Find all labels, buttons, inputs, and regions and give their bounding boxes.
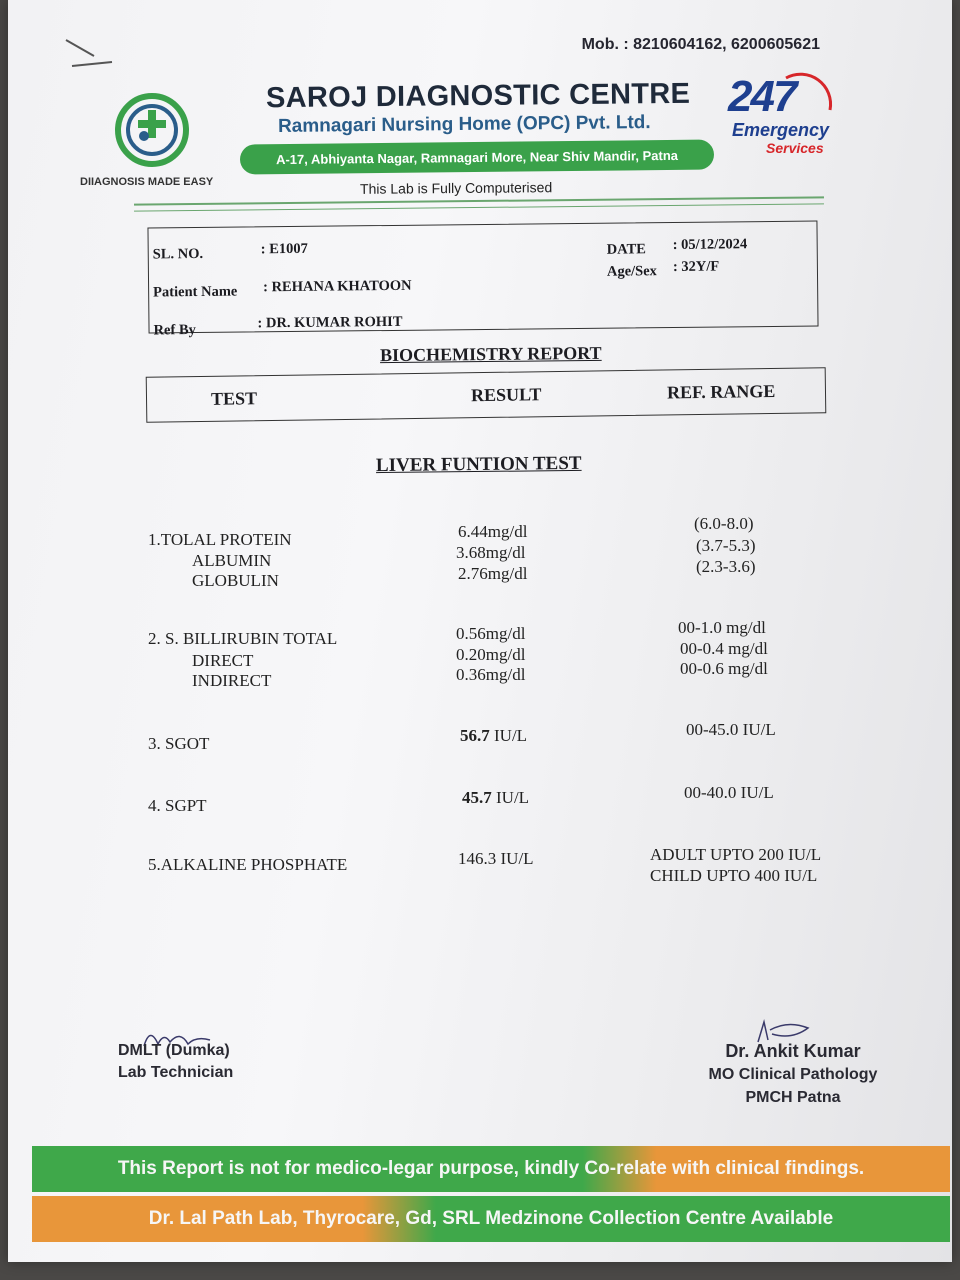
test-range: (3.7-5.3)	[696, 536, 756, 555]
test-result: 6.44mg/dl	[458, 522, 528, 541]
test-result: 146.3 IU/L	[458, 849, 534, 868]
technician-block	[118, 1040, 233, 1084]
test-result: 3.68mg/dl	[456, 543, 526, 562]
sl-value: : E1007	[260, 240, 308, 258]
disclaimer-text: This Report is not for medico-legar purpose, kindly Co-relate with clinical findings.	[117, 1158, 865, 1179]
sl-label: SL. NO.	[152, 245, 204, 263]
test-range: 00-45.0 IU/L	[686, 720, 776, 739]
test-name: 1.TOLAL PROTEIN	[148, 530, 292, 549]
col-result: RESULT	[470, 384, 542, 406]
test-range: (6.0-8.0)	[694, 514, 754, 533]
test-name: INDIRECT	[192, 671, 272, 690]
doctor-place: PMCH Patna	[745, 1089, 841, 1106]
test-result: 0.56mg/dl	[456, 624, 526, 643]
col-ref-range: REF. RANGE	[666, 380, 776, 403]
test-name: 4. SGPT	[148, 796, 207, 815]
collection-banner	[32, 1196, 950, 1242]
collection-text: Dr. Lal Path Lab, Thyrocare, Gd, SRL Medzinone Collection Centre Available	[148, 1208, 834, 1229]
centre-subtitle: Ramnagari Nursing Home (OPC) Pvt. Ltd.	[277, 112, 651, 137]
test-name: 5.ALKALINE PHOSPHATE	[148, 855, 348, 874]
test-name: 3. SGOT	[148, 734, 210, 753]
test-name: ALBUMIN	[192, 551, 272, 570]
date-label: DATE	[606, 241, 647, 258]
emergency-number: 247	[728, 72, 796, 121]
test-range: 00-0.4 mg/dl	[680, 639, 768, 658]
emergency-label: Emergency	[732, 120, 830, 140]
test-range: ADULT UPTO 200 IU/L	[650, 845, 822, 864]
col-test: TEST	[210, 388, 258, 409]
computerised-note: This Lab is Fully Computerised	[359, 179, 553, 197]
result-unit: IU/L	[489, 726, 528, 745]
services-label: Services	[766, 140, 824, 156]
test-result: 0.36mg/dl	[456, 665, 526, 684]
doctor-title: MO Clinical Pathology	[708, 1066, 878, 1083]
test-result	[460, 726, 527, 746]
logo-tagline: DIIAGNOSIS MADE EASY	[80, 176, 214, 188]
test-range-child: CHILD UPTO 400 IU/L	[650, 866, 818, 885]
technician-title: Lab Technician	[118, 1064, 234, 1081]
mobile-numbers: Mob. : 8210604162, 6200605621	[581, 36, 820, 53]
disclaimer-banner	[32, 1146, 950, 1192]
doctor-name: Dr. Ankit Kumar	[725, 1041, 861, 1061]
test-range: 00-1.0 mg/dl	[678, 618, 766, 637]
test-name: DIRECT	[192, 651, 254, 670]
doctor-block	[698, 1040, 888, 1109]
test-result: 2.76mg/dl	[458, 564, 528, 583]
test-name: 2. S. BILLIRUBIN TOTAL	[148, 629, 338, 648]
patient-name-label: Patient Name	[153, 283, 238, 301]
age-sex-value: : 32Y/F	[672, 258, 720, 276]
ref-by-label: Ref By	[153, 322, 196, 339]
test-name: GLOBULIN	[192, 571, 279, 590]
date-value: : 05/12/2024	[672, 236, 748, 254]
patient-name-value: : REHANA KHATOON	[263, 277, 412, 296]
report-title: BIOCHEMISTRY REPORT	[379, 342, 602, 366]
centre-name: SAROJ DIAGNOSTIC CENTRE	[265, 77, 691, 115]
section-title: LIVER FUNTION TEST	[375, 452, 582, 477]
result-value-bold: 45.7	[462, 788, 492, 807]
report-paper	[8, 0, 952, 1262]
result-value-bold: 56.7	[460, 726, 490, 745]
ref-by-value: : DR. KUMAR ROHIT	[257, 313, 403, 332]
technician-qualification: DMLT (Dumka)	[118, 1042, 230, 1059]
age-sex-label: Age/Sex	[606, 263, 657, 280]
test-range: (2.3-3.6)	[696, 557, 756, 576]
test-result	[462, 788, 529, 808]
result-unit: IU/L	[491, 788, 530, 807]
test-result: 0.20mg/dl	[456, 645, 526, 664]
test-range: 00-40.0 IU/L	[684, 783, 774, 802]
test-range: 00-0.6 mg/dl	[680, 659, 768, 678]
address-text: A-17, Abhiyanta Nagar, Ramnagari More, Near Shiv Mandir, Patna	[275, 147, 679, 167]
